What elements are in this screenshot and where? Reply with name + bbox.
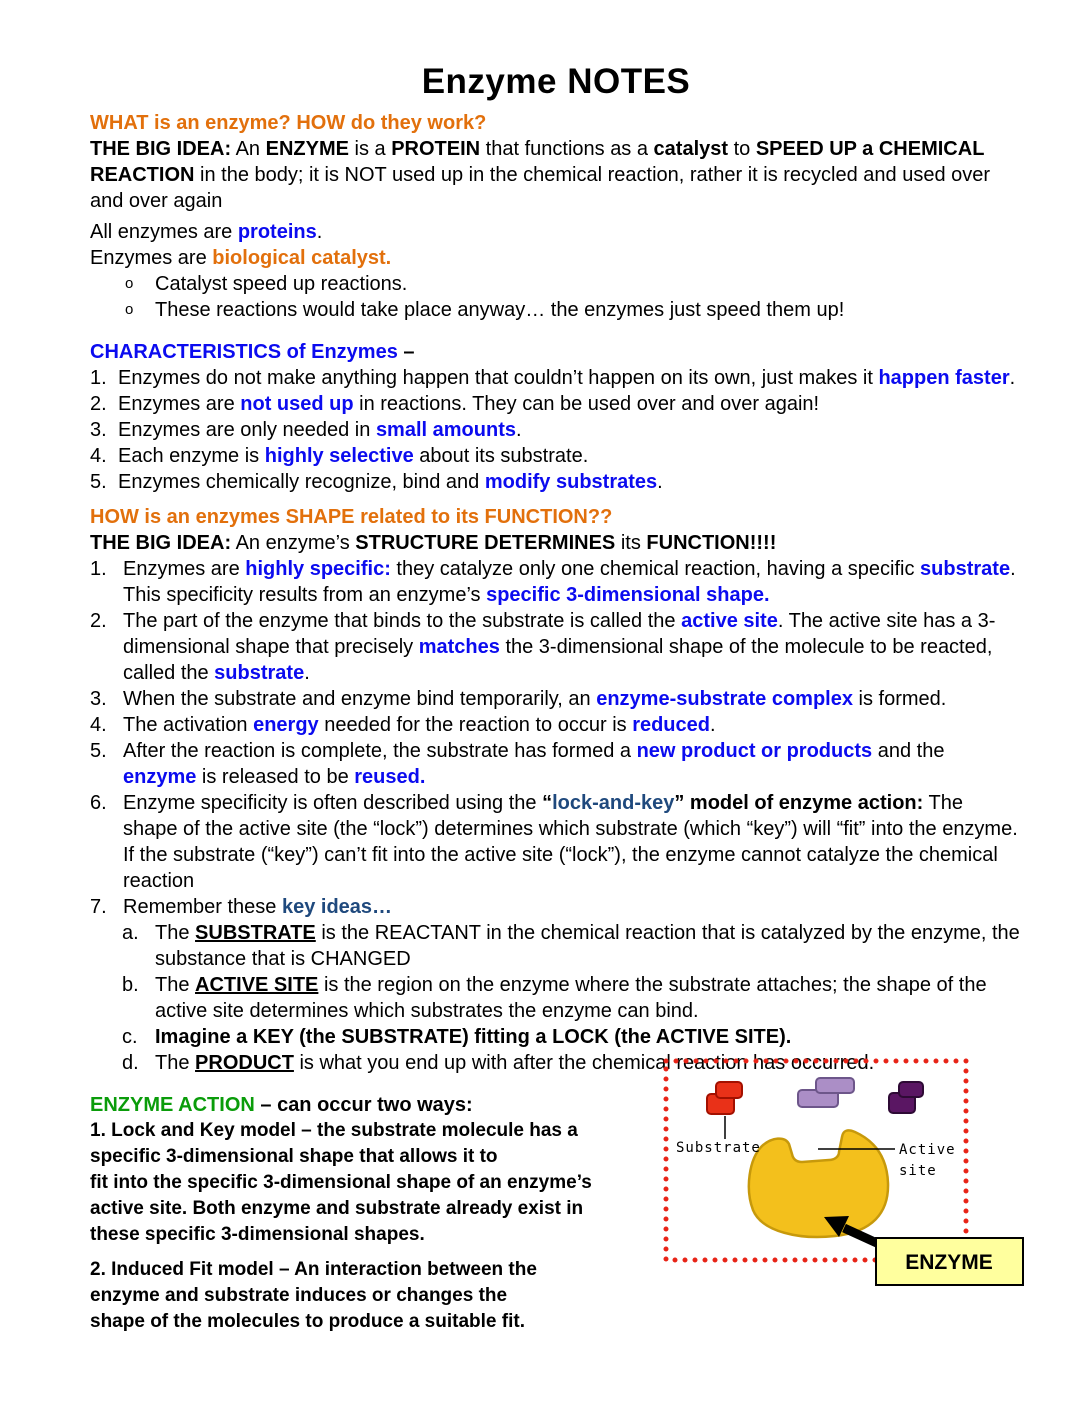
- list-item-text: Imagine a KEY (the SUBSTRATE) fitting a LOCK (the ACTIVE SITE).: [155, 1026, 792, 1048]
- list-item-text: Remember these key ideas…: [123, 896, 393, 918]
- induced-fit-paragraph: [90, 1257, 690, 1335]
- list-item-text: The ACTIVE SITE is the region on the enzyme where the substrate attaches; the shape of the active site determines which substrates the enzyme can bind.: [155, 974, 987, 1022]
- list-marker: 2.: [90, 610, 107, 632]
- list-item-text: The activation energy needed for the reaction to occur is reduced.: [123, 714, 716, 736]
- all-enzymes-line: All enzymes are proteins.: [90, 221, 323, 243]
- text-line: specific 3-dimensional shape that allows it to: [90, 1146, 498, 1167]
- list-item-text: The part of the enzyme that binds to the substrate is called the active site. The active site has a 3-dimensional shape that precisely matches the 3-dimensional shape of the molecule to be reacted, called the substrate.: [123, 610, 996, 684]
- enzyme-action-column: [90, 1092, 690, 1335]
- enzyme-label-box: [876, 1238, 1023, 1285]
- section-heading-enzyme-action: ENZYME ACTION – can occur two ways:: [90, 1094, 473, 1116]
- list-marker: 4.: [90, 445, 107, 467]
- text-line: enzyme and substrate induces or changes the: [90, 1285, 508, 1306]
- list-item-text: Catalyst speed up reactions.: [155, 273, 408, 295]
- text-line: 1. Lock and Key model – the substrate molecule has a: [90, 1120, 578, 1141]
- list-item: [90, 894, 1022, 920]
- big-idea-paragraph: THE BIG IDEA: An ENZYME is a PROTEIN that functions as a catalyst to SPEED UP a CHEMICAL REACTION in the body; it is NOT used up in the chemical reaction, rather it is recycled and used over and over again: [90, 138, 991, 212]
- big-idea-paragraph-2: THE BIG IDEA: An enzyme’s STRUCTURE DETERMINES its FUNCTION!!!!: [90, 532, 777, 554]
- substrate-shape-lavender: [798, 1078, 854, 1107]
- list-marker: o: [125, 301, 134, 318]
- text-line: shape of the molecules to produce a suitable fit.: [90, 1311, 525, 1332]
- section-heading-how: HOW is an enzymes SHAPE related to its FUNCTION??: [90, 506, 613, 528]
- list-item: [90, 469, 1022, 495]
- lock-and-key-paragraph: [90, 1118, 690, 1248]
- list-item: [90, 686, 1022, 712]
- list-marker: 6.: [90, 792, 107, 814]
- list-item-text: Enzyme specificity is often described using the “lock-and-key” model of enzyme action: The shape of the active site (the “lock”) determines which substrate (which “key”) will “fit” into the enzyme. If the substrate (“key”) can’t fit into the active site (“lock”), the enzyme cannot catalyze the chemical reaction: [123, 792, 1018, 892]
- sub-list-item: [90, 972, 1022, 1024]
- enzyme-blob: [749, 1130, 888, 1237]
- list-item-text: The PRODUCT is what you end up with after the chemical reaction has occurred.: [155, 1052, 875, 1074]
- list-item-text: The SUBSTRATE is the REACTANT in the chemical reaction that is catalyzed by the enzyme, the substance that is CHANGED: [155, 922, 1020, 970]
- list-marker: a.: [122, 922, 139, 944]
- text-line: 2. Induced Fit model – An interaction between the: [90, 1259, 537, 1280]
- substrate-label: Substrate: [676, 1140, 761, 1156]
- list-item: [90, 365, 1022, 391]
- list-marker: c.: [122, 1026, 138, 1048]
- list-item-text: Each enzyme is highly selective about its substrate.: [118, 445, 589, 467]
- list-item: [90, 391, 1022, 417]
- list-item: [90, 712, 1022, 738]
- list-item: [90, 608, 1022, 686]
- main-text-blocks: [90, 110, 1022, 1076]
- active-site-label-line1: Active: [899, 1142, 956, 1158]
- list-item-text: After the reaction is complete, the substrate has formed a new product or products and the enzyme is released to be reused.: [123, 740, 945, 788]
- list-item-text: Enzymes are not used up in reactions. They can be used over and over again!: [118, 393, 820, 415]
- list-marker: o: [125, 275, 134, 292]
- list-marker: 5.: [90, 740, 107, 762]
- list-item: [90, 790, 1022, 894]
- list-marker: 2.: [90, 393, 107, 415]
- sub-list-item: [90, 1024, 1022, 1050]
- list-item-text: Enzymes are only needed in small amounts.: [118, 419, 522, 441]
- page-title: Enzyme NOTES: [421, 62, 691, 101]
- list-marker: 3.: [90, 419, 107, 441]
- sub-list-item: [90, 920, 1022, 972]
- bullet-item: [90, 297, 1022, 323]
- list-marker: 5.: [90, 471, 107, 493]
- bullet-item: [90, 271, 1022, 297]
- substrate-shape-red: [707, 1082, 742, 1114]
- biological-catalyst-line: Enzymes are biological catalyst.: [90, 247, 392, 269]
- list-item-text: Enzymes do not make anything happen that couldn’t happen on its own, just makes it happen faster.: [118, 367, 1016, 389]
- enzyme-label: ENZYME: [905, 1251, 993, 1274]
- text-line: active site. Both enzyme and substrate already exist in: [90, 1198, 584, 1219]
- text-line: fit into the specific 3-dimensional shape of an enzyme’s: [90, 1172, 592, 1193]
- list-item-text: Enzymes chemically recognize, bind and modify substrates.: [118, 471, 663, 493]
- list-marker: 1.: [90, 367, 107, 389]
- list-item: [90, 738, 1022, 790]
- list-item-text: Enzymes are highly specific: they catalyze only one chemical reaction, having a specific substrate. This specificity results from an enzyme’s specific 3-dimensional shape.: [123, 558, 1016, 606]
- active-site-label-line2: site: [899, 1163, 937, 1179]
- list-marker: 3.: [90, 688, 107, 710]
- enzyme-diagram: [648, 1048, 1040, 1300]
- list-item: [90, 443, 1022, 469]
- substrate-shape-purple: [889, 1082, 923, 1113]
- list-marker: d.: [122, 1052, 139, 1074]
- list-marker: 1.: [90, 558, 107, 580]
- list-marker: b.: [122, 974, 139, 996]
- list-item-text: When the substrate and enzyme bind temporarily, an enzyme-substrate complex is formed.: [123, 688, 947, 710]
- list-marker: 4.: [90, 714, 107, 736]
- section-heading-characteristics: CHARACTERISTICS of Enzymes –: [90, 341, 415, 363]
- text-line: these specific 3-dimensional shapes.: [90, 1224, 425, 1245]
- list-item: [90, 556, 1022, 608]
- list-marker: 7.: [90, 896, 107, 918]
- section-heading-what: WHAT is an enzyme? HOW do they work?: [90, 112, 487, 134]
- list-item-text: These reactions would take place anyway… the enzymes just speed them up!: [155, 299, 845, 321]
- list-item: [90, 417, 1022, 443]
